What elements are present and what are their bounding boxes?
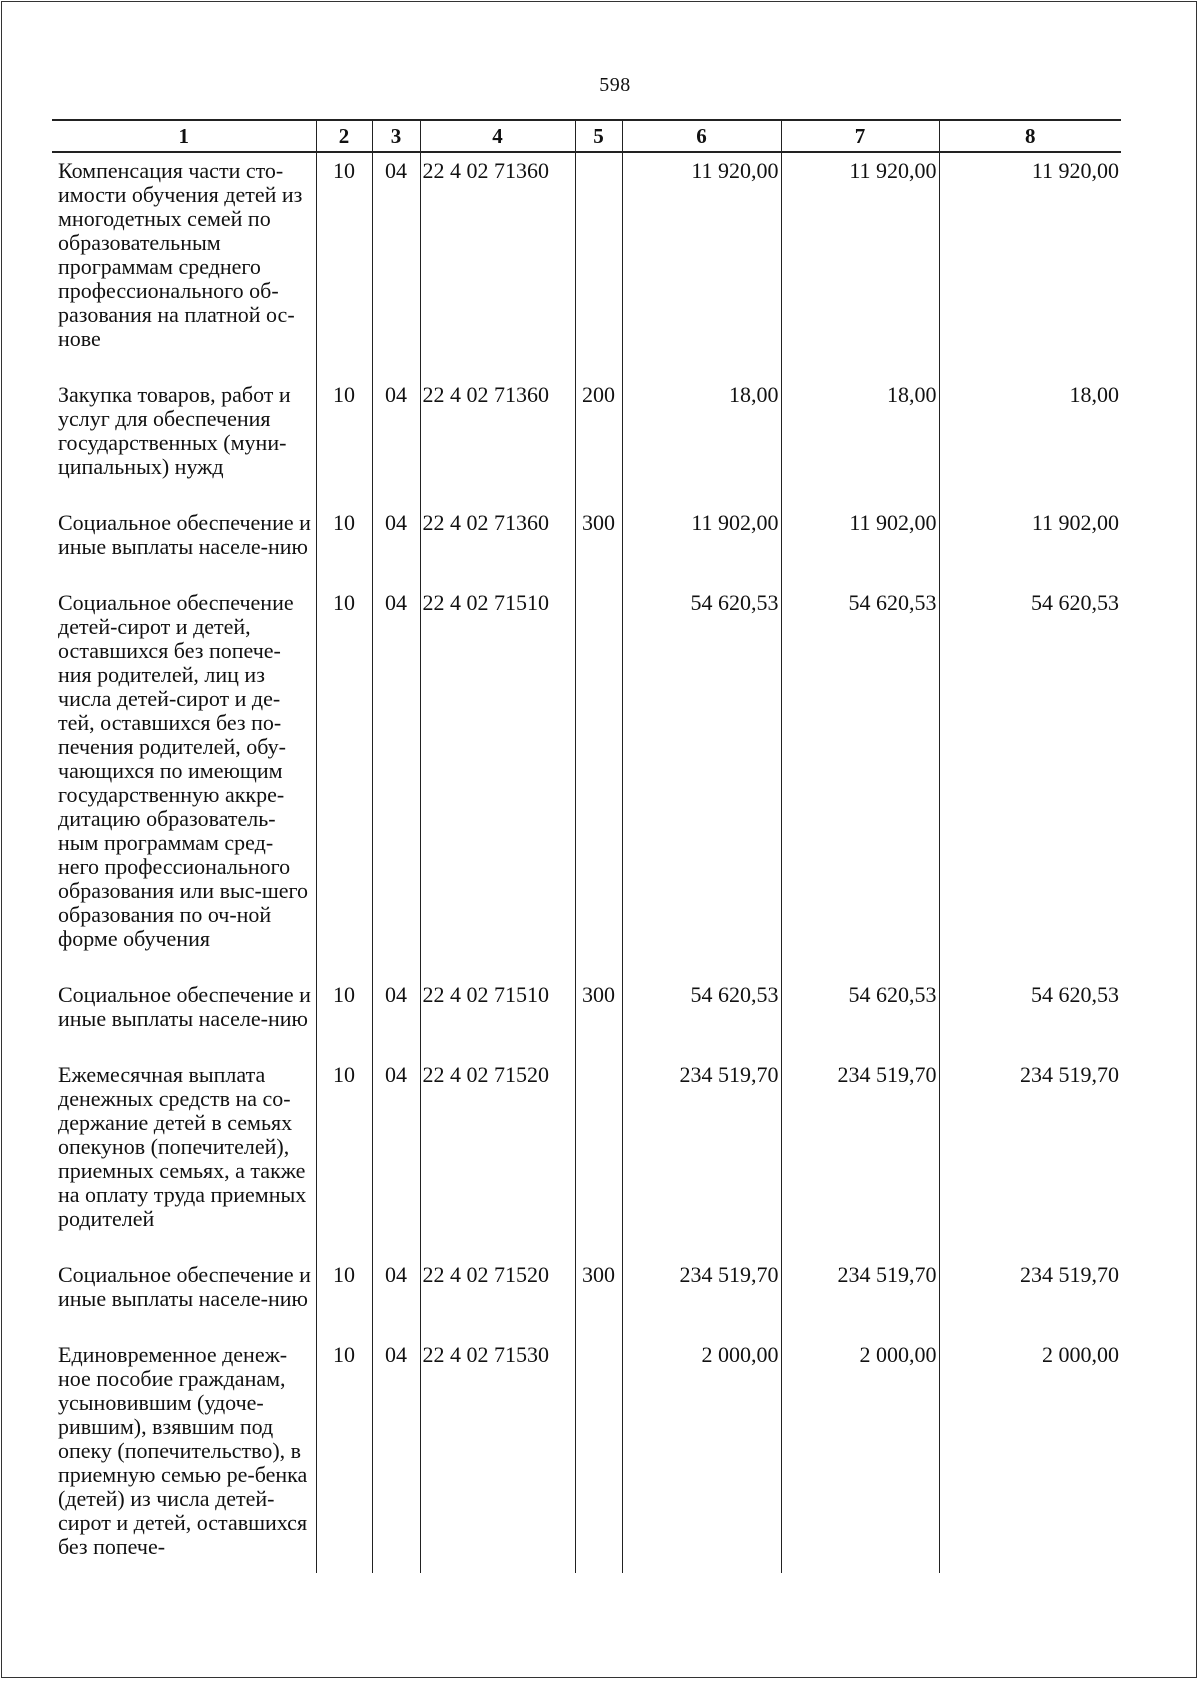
- row-target-code: 22 4 02 71520: [420, 1057, 575, 1257]
- row-expense-kind: 300: [575, 977, 622, 1057]
- table-row: [52, 152, 1121, 377]
- table-row: [52, 1257, 1121, 1337]
- row-target-code: 22 4 02 71360: [420, 152, 575, 377]
- row-sum-col7: 2 000,00: [781, 1337, 939, 1573]
- row-expense-kind: [575, 152, 622, 377]
- row-sum-col8: 234 519,70: [939, 1257, 1121, 1337]
- row-name: Компенсация части сто-имости обучения детей из многодетных семей по образовательным программам среднего профессионального об-разования на платной ос-нове: [58, 158, 303, 351]
- row-subsection: 04: [372, 1337, 420, 1573]
- row-sum-col7: 54 620,53: [781, 977, 939, 1057]
- table-row: [52, 977, 1121, 1057]
- row-sum-col8: 234 519,70: [939, 1057, 1121, 1257]
- row-section: 10: [316, 1337, 372, 1573]
- row-sum-col6: 234 519,70: [622, 1257, 781, 1337]
- row-sum-col8: 54 620,53: [939, 977, 1121, 1057]
- row-name: Социальное обеспечение детей-сирот и детей, оставшихся без попече-ния родителей, лиц из числа детей-сирот и де-тей, оставшихся без по-печения родителей, обу-чающихся по имеющим государственную аккре-дитацию образователь-ным программам сред-него профессионального образования или выс-шего образования по оч-ной форме обучения: [58, 590, 309, 951]
- row-sum-col6: 2 000,00: [622, 1337, 781, 1573]
- row-subsection: 04: [372, 1257, 420, 1337]
- row-target-code: 22 4 02 71510: [420, 585, 575, 977]
- table-row: [52, 585, 1121, 977]
- row-name: Социальное обеспечение и иные выплаты населе-нию: [58, 510, 311, 559]
- row-sum-col7: 18,00: [781, 377, 939, 505]
- row-subsection: 04: [372, 505, 420, 585]
- row-sum-col6: 18,00: [622, 377, 781, 505]
- header-cell: 1: [52, 120, 316, 152]
- row-sum-col7: 54 620,53: [781, 585, 939, 977]
- header-cell: 3: [372, 120, 420, 152]
- header-cell: 8: [939, 120, 1121, 152]
- row-sum-col7: 11 920,00: [781, 152, 939, 377]
- row-section: 10: [316, 585, 372, 977]
- row-name: Социальное обеспечение и иные выплаты населе-нию: [58, 982, 311, 1031]
- row-section: 10: [316, 1257, 372, 1337]
- row-section: 10: [316, 977, 372, 1057]
- row-sum-col8: 11 902,00: [939, 505, 1121, 585]
- row-sum-col8: 54 620,53: [939, 585, 1121, 977]
- row-sum-col8: 2 000,00: [939, 1337, 1121, 1573]
- row-expense-kind: 300: [575, 1257, 622, 1337]
- page-number: 598: [599, 74, 631, 96]
- header-cell: 2: [316, 120, 372, 152]
- row-sum-col8: 11 920,00: [939, 152, 1121, 377]
- row-sum-col6: 11 902,00: [622, 505, 781, 585]
- row-section: 10: [316, 377, 372, 505]
- header-cell: 5: [575, 120, 622, 152]
- row-expense-kind: [575, 585, 622, 977]
- row-name: Закупка товаров, работ и услуг для обеспечения государственных (муни-ципальных) нужд: [58, 382, 291, 479]
- row-expense-kind: 300: [575, 505, 622, 585]
- row-subsection: 04: [372, 977, 420, 1057]
- row-section: 10: [316, 1057, 372, 1257]
- row-sum-col6: 234 519,70: [622, 1057, 781, 1257]
- row-name: Ежемесячная выплата денежных средств на со-держание детей в семьях опекунов (попечителей), приемных семьях, а также на оплату труда приемных родителей: [58, 1062, 307, 1231]
- row-section: 10: [316, 152, 372, 377]
- header-cell: 6: [622, 120, 781, 152]
- row-sum-col7: 11 902,00: [781, 505, 939, 585]
- header-row: [52, 120, 1121, 152]
- row-name: Социальное обеспечение и иные выплаты населе-нию: [58, 1262, 311, 1311]
- row-expense-kind: 200: [575, 377, 622, 505]
- header-cell: 7: [781, 120, 939, 152]
- row-expense-kind: [575, 1057, 622, 1257]
- row-sum-col6: 54 620,53: [622, 585, 781, 977]
- table-row: [52, 505, 1121, 585]
- row-target-code: 22 4 02 71530: [420, 1337, 575, 1573]
- row-sum-col6: 54 620,53: [622, 977, 781, 1057]
- row-subsection: 04: [372, 1057, 420, 1257]
- row-name: Единовременное денеж-ное пособие гражданам, усыновившим (удоче-рившим), взявшим под опеку (попечительство), в приемную семью ре-бенка (детей) из числа детей-сирот и детей, оставшихся без попече-: [58, 1342, 308, 1559]
- row-subsection: 04: [372, 585, 420, 977]
- row-target-code: 22 4 02 71360: [420, 377, 575, 505]
- row-subsection: 04: [372, 377, 420, 505]
- row-target-code: 22 4 02 71520: [420, 1257, 575, 1337]
- table-row: [52, 377, 1121, 505]
- table-row: [52, 1337, 1121, 1573]
- header-cell: 4: [420, 120, 575, 152]
- row-section: 10: [316, 505, 372, 585]
- row-target-code: 22 4 02 71510: [420, 977, 575, 1057]
- table-row: [52, 1057, 1121, 1257]
- row-expense-kind: [575, 1337, 622, 1573]
- row-sum-col8: 18,00: [939, 377, 1121, 505]
- budget-table: [52, 119, 1121, 1573]
- row-sum-col6: 11 920,00: [622, 152, 781, 377]
- row-target-code: 22 4 02 71360: [420, 505, 575, 585]
- row-sum-col7: 234 519,70: [781, 1057, 939, 1257]
- row-subsection: 04: [372, 152, 420, 377]
- row-sum-col7: 234 519,70: [781, 1257, 939, 1337]
